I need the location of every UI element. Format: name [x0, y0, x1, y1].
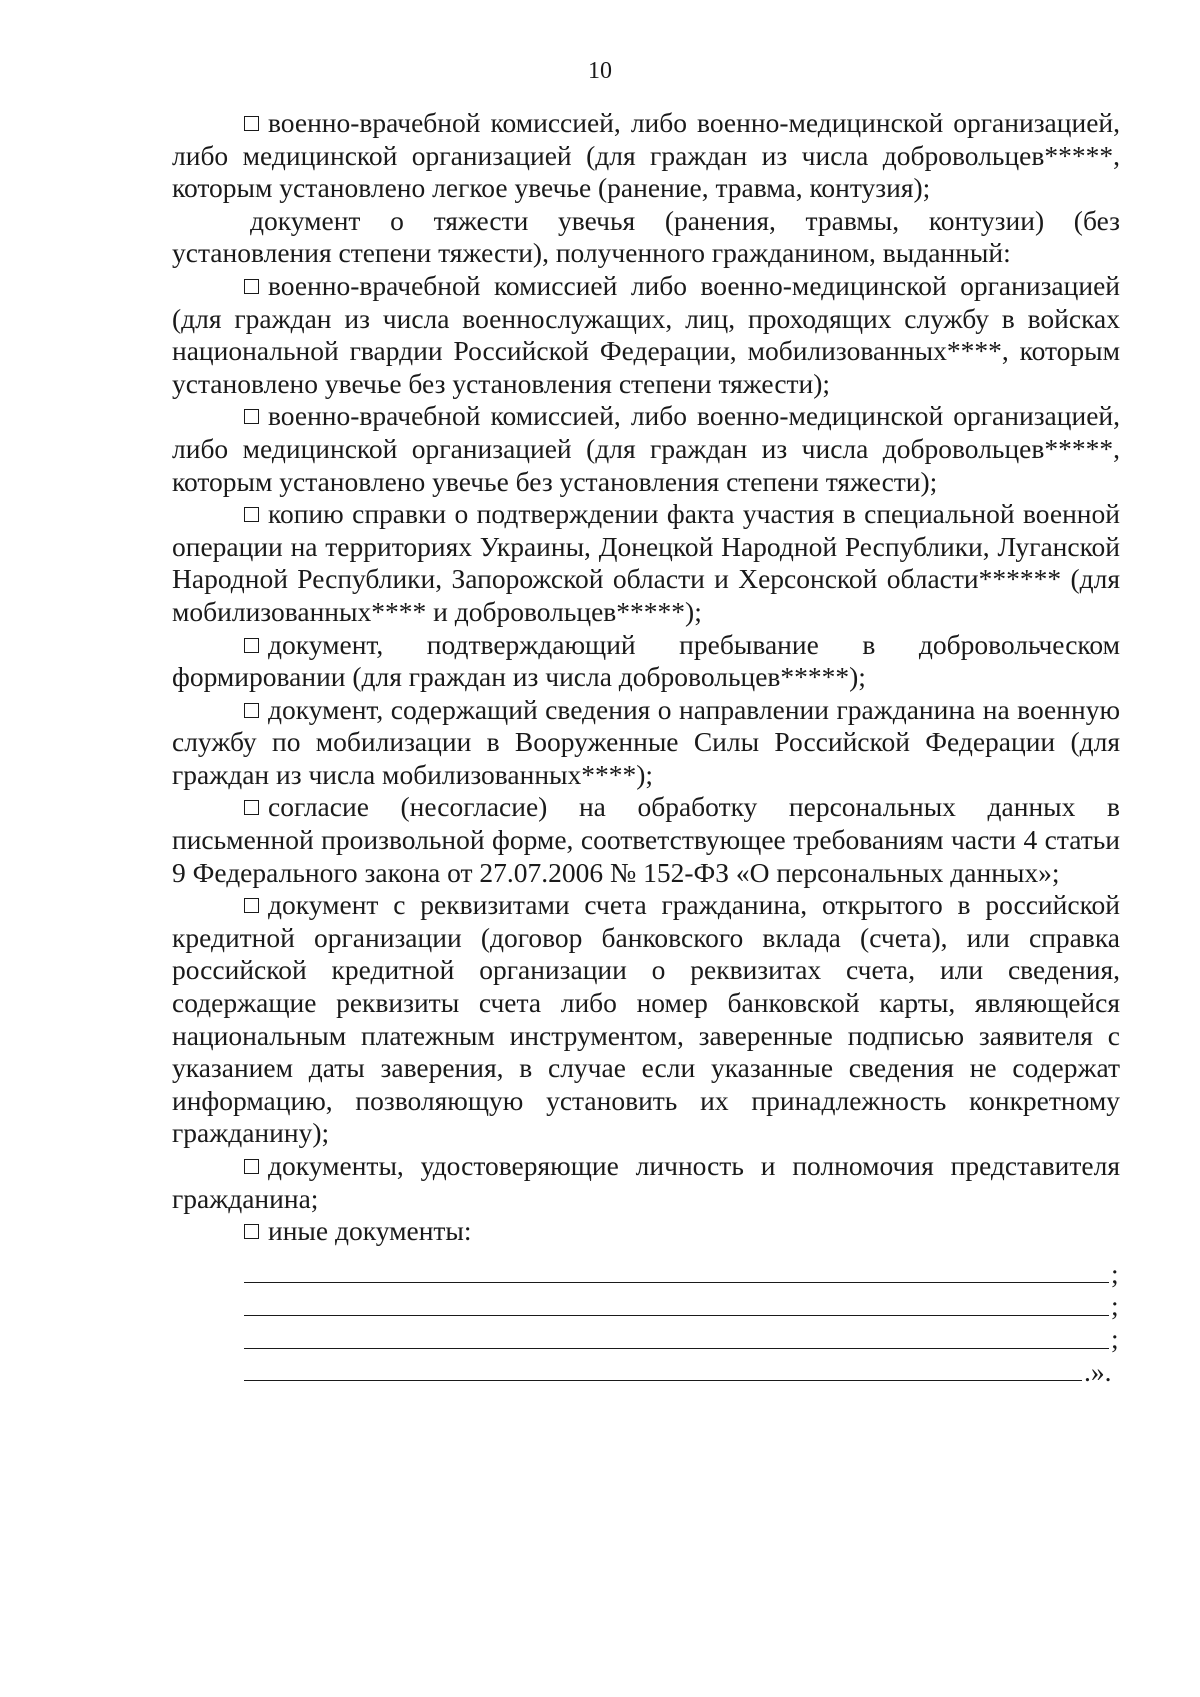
list-item: [172, 205, 1120, 270]
checkbox-icon[interactable]: [244, 279, 259, 294]
list-item-text: документ с реквизитами счета гражданина, открытого в российской кредитной организации (договор банковского вклада (счета), или справка российской кредитной организации о реквизитах счета, или сведения, содержащие реквизиты счета либо номер банковской карты, являющейся национальным платежным инструментом, заверенные подписью заявителя с указанием даты заверения, в случае если указанные сведения не содержат информацию, позволяющую установить их принадлежность конкретному гражданину);: [172, 889, 1120, 1149]
checkbox-icon[interactable]: [244, 703, 259, 718]
list-item-text: документ, содержащий сведения о направлении гражданина на военную службу по мобилизации в Вооруженные Силы Российской Федерации (для граждан из числа мобилизованных****);: [172, 693, 1120, 790]
underline-rule: [244, 1282, 1109, 1283]
list-item-text: согласие (несогласие) на обработку персональных данных в письменной произвольной форме, соответствующее требованиям части 4 статьи 9 Федерального закона от 27.07.2006 № 152-ФЗ «О персональных данных»;: [172, 791, 1120, 888]
list-item: [172, 889, 1120, 1150]
checkbox-icon[interactable]: [244, 638, 259, 653]
line-suffix: ;: [1111, 1257, 1119, 1289]
document-body: [172, 107, 1120, 1388]
blank-fill-line[interactable]: [244, 1258, 1120, 1291]
underline-rule: [244, 1348, 1109, 1349]
line-suffix: .».: [1084, 1355, 1112, 1387]
checkbox-icon[interactable]: [244, 409, 259, 424]
line-suffix: ;: [1111, 1322, 1119, 1354]
checkbox-icon[interactable]: [244, 800, 259, 815]
list-item-text: иные документы:: [268, 1215, 472, 1247]
blank-fill-lines: [172, 1258, 1120, 1388]
blank-fill-line[interactable]: [244, 1290, 1120, 1323]
list-item: [172, 1150, 1120, 1215]
list-item: [172, 694, 1120, 792]
list-item: [172, 629, 1120, 694]
blank-fill-line[interactable]: [244, 1356, 1120, 1389]
underline-rule: [244, 1380, 1082, 1381]
underline-rule: [244, 1315, 1109, 1316]
checkbox-icon[interactable]: [244, 116, 259, 131]
list-item: [172, 791, 1120, 889]
list-item-text: военно-врачебной комиссией, либо военно-медицинской организацией, либо медицинской организацией (для граждан из числа добровольцев*****, которым установлено увечье без установления степени тяжести);: [172, 400, 1120, 497]
list-item: [172, 400, 1120, 498]
blank-fill-line[interactable]: [244, 1323, 1120, 1356]
list-item-text: документ, подтверждающий пребывание в добровольческом формировании (для граждан из числа добровольцев*****);: [172, 628, 1120, 693]
list-item-text: военно-врачебной комиссией, либо военно-медицинской организацией, либо медицинской организацией (для граждан из числа добровольцев*****, которым установлено легкое увечье (ранение, травма, контузия);: [172, 107, 1120, 204]
line-suffix: ;: [1111, 1290, 1119, 1322]
checkbox-icon[interactable]: [244, 898, 259, 913]
list-item: [172, 498, 1120, 628]
list-item: [172, 270, 1120, 400]
page-number: 10: [588, 58, 612, 84]
list-item: [172, 1215, 1120, 1248]
list-item: [172, 107, 1120, 205]
list-item-text: военно-врачебной комиссией либо военно-медицинской организацией (для граждан из числа военнослужащих, лиц, проходящих службу в войсках национальной гвардии Российской Федерации, мобилизованных****, которым установлено увечье без установления степени тяжести);: [172, 269, 1120, 399]
list-item-text: документ о тяжести увечья (ранения, травмы, контузии) (без установления степени тяжести), полученного гражданином, выданный:: [172, 204, 1120, 269]
list-item-text: документы, удостоверяющие личность и полномочия представителя гражданина;: [172, 1150, 1120, 1214]
list-item-text: копию справки о подтверждении факта участия в специальной военной операции на территориях Украины, Донецкой Народной Республики, Луганской Народной Республики, Запорожской области и Херсонской области****** (для мобилизованных**** и добровольцев*****);: [172, 498, 1120, 627]
checkbox-icon[interactable]: [244, 1224, 259, 1239]
checkbox-icon[interactable]: [244, 1159, 259, 1174]
checkbox-icon[interactable]: [244, 507, 259, 522]
